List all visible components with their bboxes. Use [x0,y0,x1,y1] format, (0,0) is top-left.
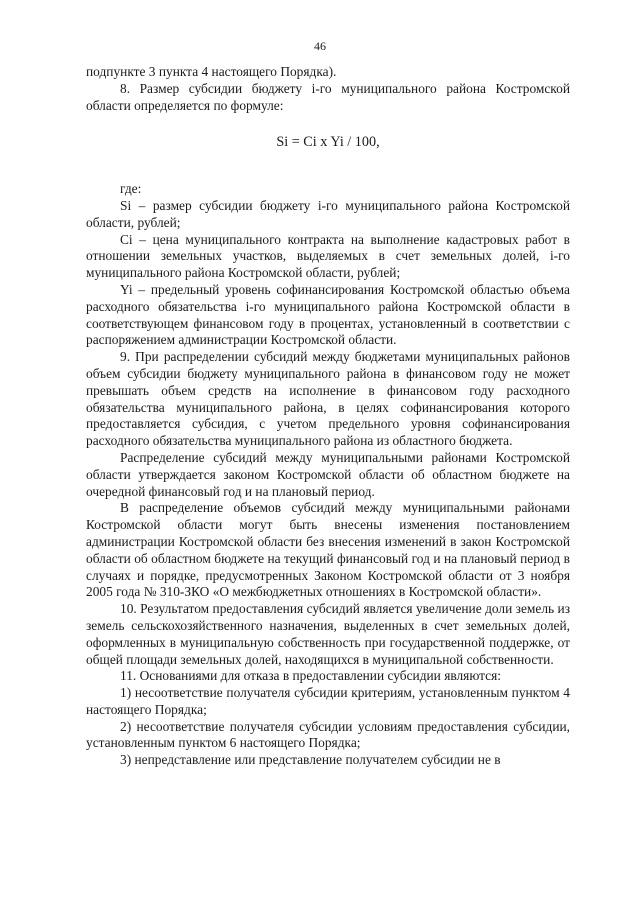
formula: Si = Ci x Yi / 100, [276,134,380,151]
paragraph: Yi – предельный уровень софинансирования Костромской областью объема расходного обязательства i-го муниципального района Костромской области в соответствующем финансовом году в процентах, установленный в соответствии с распоряжением администрации Костромской области. [86,281,570,348]
paragraph: В распределение объемов субсидий между муниципальными районами Костромской области могут быть внесены изменения постановлением администрации Костромской области без внесения изменений в закон Костромской области об областном бюджете на текущий финансовый год и на плановый период в случаях и порядке, предусмотренных Законом Костромской области от 3 ноября 2005 года № 310-ЗКО «О межбюджетных отношениях в Костромской области». [86,500,570,600]
paragraph: 8. Размер субсидии бюджету i-го муниципального района Костромской области определяется по формуле: [86,80,570,113]
paragraph: подпункте 3 пункта 4 настоящего Порядка). [86,64,337,79]
document-body [86,64,570,769]
paragraph: 2) несоответствие получателя субсидии условиям предоставления субсидии, установленным пунктом 6 настоящего Порядка; [86,718,570,751]
paragraph: где: [120,181,142,197]
paragraph: 9. При распределении субсидий между бюджетами муниципальных районов объем субсидии бюджету муниципального района в финансовом году не может превышать объем средств на исполнение в финансовом году расходного обязательства муниципального района, в целях софинансирования которого предоставляется субсидия, с учетом предельного уровня софинансирования расходного обязательства муниципального района из областного бюджета. [86,349,570,449]
paragraph: Распределение субсидий между муниципальными районами Костромской области утверждается законом Костромской области об областном бюджете на очередной финансовый год и на плановый период. [86,449,570,499]
paragraph: 11. Основаниями для отказа в предоставлении субсидии являются: [120,668,502,684]
paragraph: 3) непредставление или представление получателем субсидии не в [120,752,501,768]
paragraph: 10. Результатом предоставления субсидий является увеличение доли земель из земель сельскохозяйственного назначения, выделенных в счет земельных долей, оформленных в муниципальную собственность при государственной поддержке, от общей площади земельных долей, находящихся в муниципальной собственности. [86,601,570,667]
paragraph: Si – размер субсидии бюджету i-го муниципального района Костромской области, рублей; [86,197,570,230]
paragraph: Ci – цена муниципального контракта на выполнение кадастровых работ в отношении земельных участков, выделяемых в счет земельных долей, i-го муниципального района Костромской области, рублей; [86,231,570,281]
page-number: 46 [314,39,326,53]
paragraph: 1) несоответствие получателя субсидии критериям, установленным пунктом 4 настоящего Порядка; [86,685,570,717]
